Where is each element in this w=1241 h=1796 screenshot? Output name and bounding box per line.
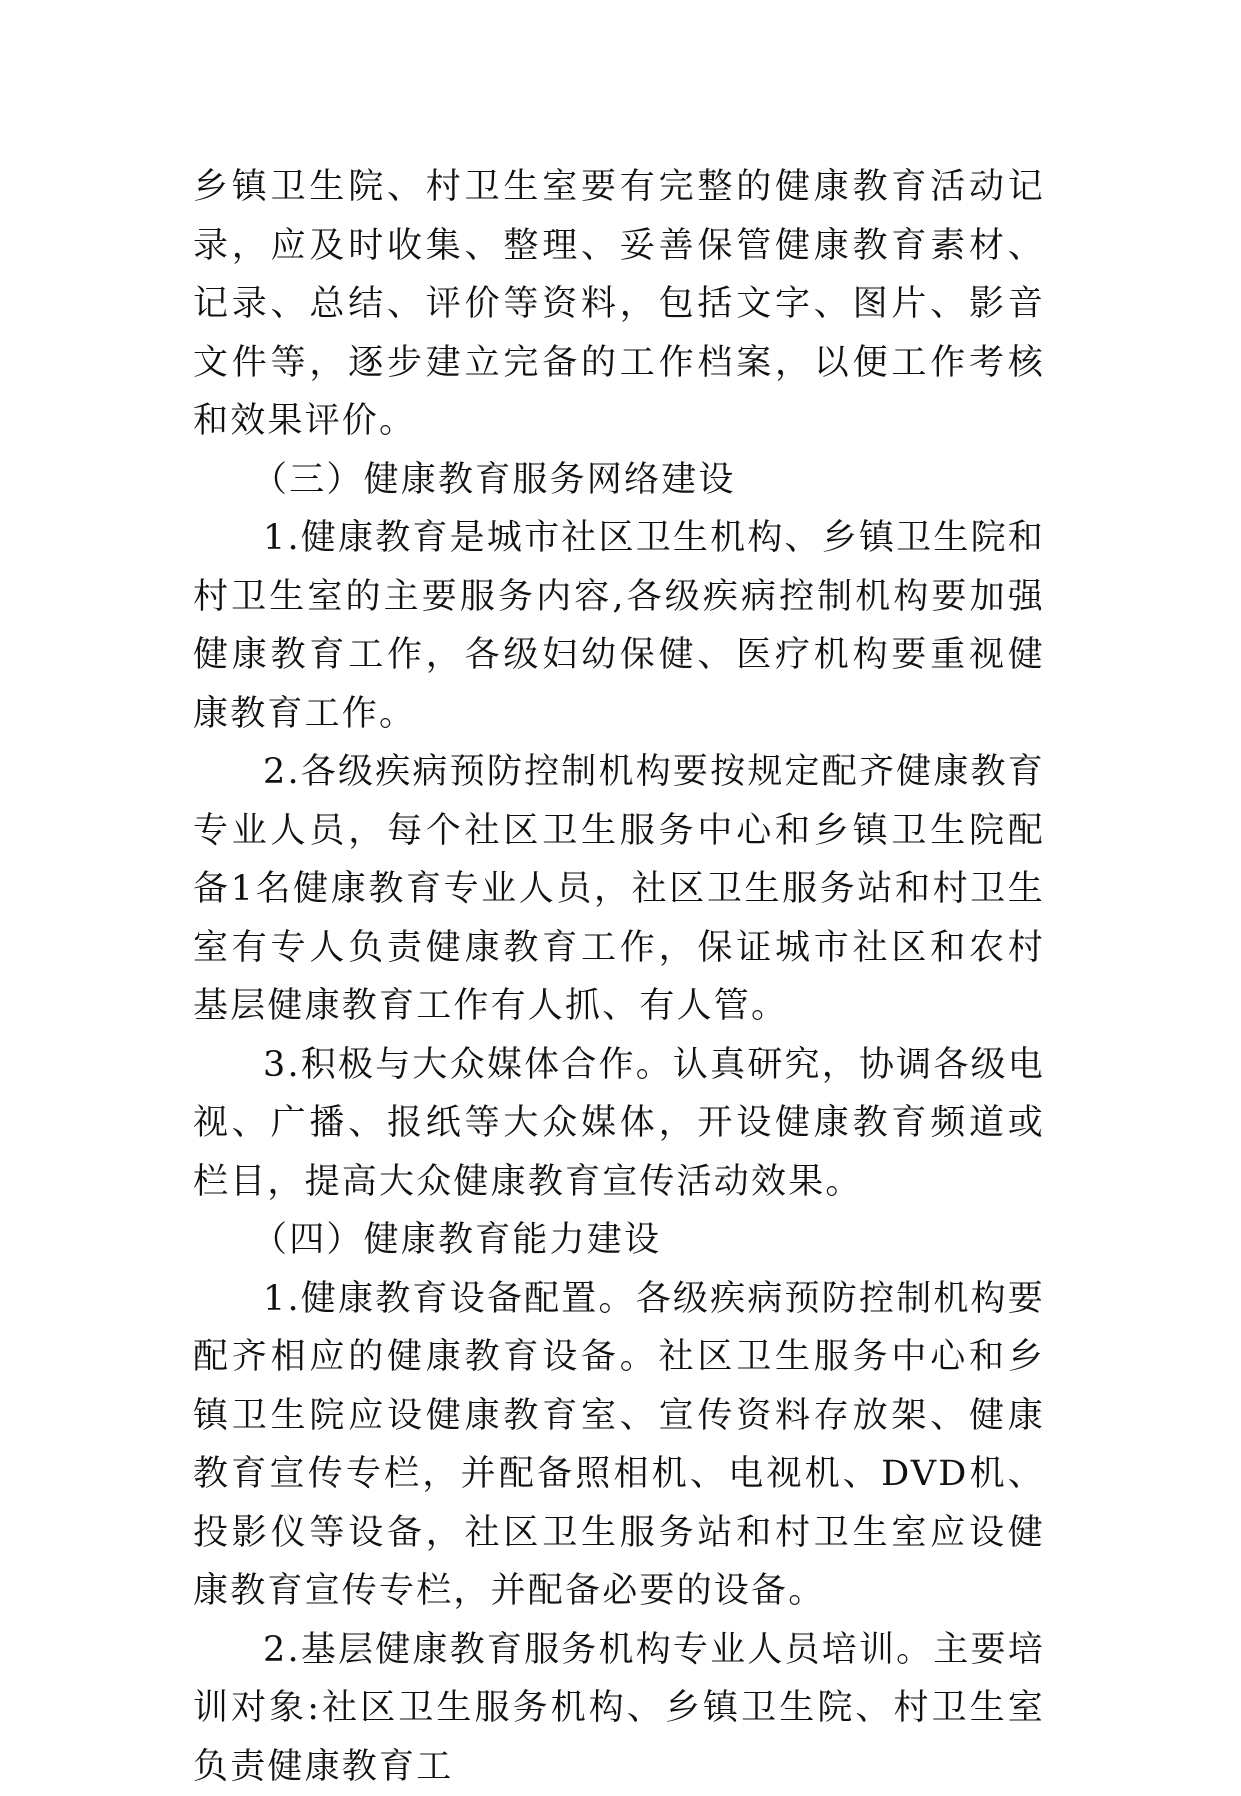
paragraph-3-2: 2.各级疾病预防控制机构要按规定配齐健康教育专业人员，每个社区卫生服务中心和乡镇卫生院配备1名健康教育专业人员，社区卫生服务站和村卫生室有专人负责健康教育工作，保证城市社区和农村基层健康教育工作有人抓、有人管。 (193, 743, 1045, 1036)
paragraph-continued: 乡镇卫生院、村卫生室要有完整的健康教育活动记录，应及时收集、整理、妥善保管健康教育素材、记录、总结、评价等资料，包括文字、图片、影音文件等，逐步建立完备的工作档案，以便工作考核和效果评价。 (193, 158, 1045, 451)
paragraph-3-1: 1.健康教育是城市社区卫生机构、乡镇卫生院和村卫生室的主要服务内容,各级疾病控制机构要加强健康教育工作，各级妇幼保健、医疗机构要重视健康教育工作。 (193, 509, 1045, 743)
section-heading-3: （三）健康教育服务网络建设 (193, 451, 1045, 510)
paragraph-4-2: 2.基层健康教育服务机构专业人员培训。主要培训对象:社区卫生服务机构、乡镇卫生院、村卫生室负责健康教育工 (193, 1621, 1045, 1796)
section-heading-4: （四）健康教育能力建设 (193, 1211, 1045, 1270)
document-body (193, 158, 1045, 1796)
paragraph-4-1: 1.健康教育设备配置。各级疾病预防控制机构要配齐相应的健康教育设备。社区卫生服务中心和乡镇卫生院应设健康教育室、宣传资料存放架、健康教育宣传专栏，并配备照相机、电视机、DVD机、投影仪等设备，社区卫生服务站和村卫生室应设健康教育宣传专栏，并配备必要的设备。 (193, 1270, 1045, 1621)
paragraph-3-3: 3.积极与大众媒体合作。认真研究，协调各级电视、广播、报纸等大众媒体，开设健康教育频道或栏目，提高大众健康教育宣传活动效果。 (193, 1036, 1045, 1212)
